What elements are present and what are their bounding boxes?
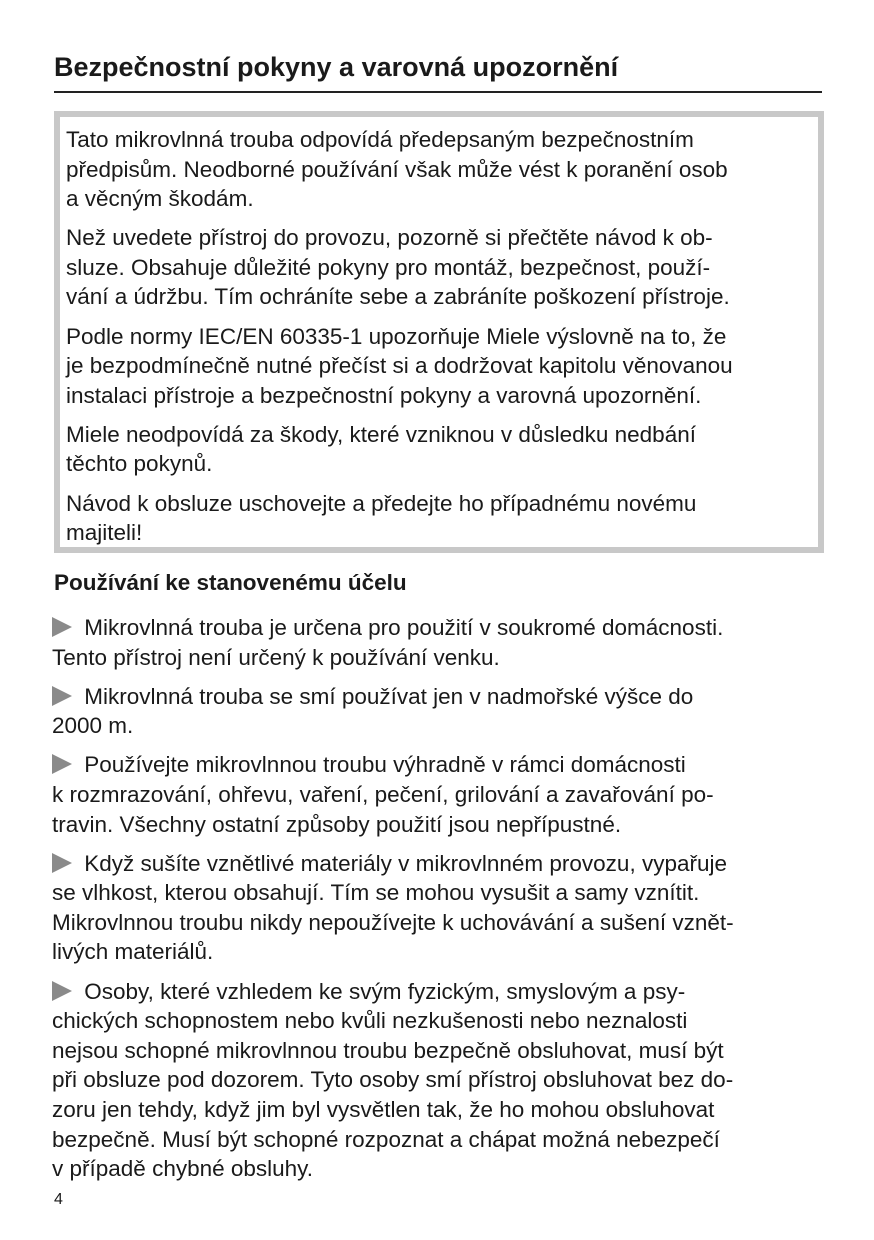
safety-notice-box — [54, 111, 824, 553]
text-line: instalaci přístroje a bezpečnostní pokyny a varovná upozornění. — [66, 382, 702, 408]
text-line: majiteli! — [66, 520, 143, 546]
text-line-content: Mikrovlnná trouba je určena pro použití v soukromé domácnosti. — [78, 615, 724, 640]
text-line: a věcným škodám. — [66, 186, 254, 212]
list-item — [52, 613, 832, 672]
section-heading: Používání ke stanovenému účelu — [54, 570, 407, 595]
text-line-content: livých materiálů. — [52, 939, 214, 965]
text-line-content: k rozmrazování, ohřevu, vaření, pečení, grilování a zavařování po- — [52, 781, 714, 807]
page-number: 4 — [54, 1191, 63, 1208]
bullet-triangle-icon — [52, 617, 72, 637]
text-line — [52, 1125, 832, 1155]
notice-paragraph — [66, 489, 818, 548]
notice-paragraph — [66, 223, 818, 312]
text-line: těchto pokynů. — [66, 451, 213, 477]
text-line — [52, 750, 832, 780]
text-line — [52, 643, 832, 673]
text-line-content: při obsluze pod dozorem. Tyto osoby smí přístroj obsluhovat bez do- — [52, 1067, 734, 1093]
text-line-content: nejsou schopné mikrovlnnou troubu bezpečně obsluhovat, musí být — [52, 1037, 724, 1063]
list-item — [52, 682, 832, 741]
text-line: je bezpodmínečně nutné přečíst si a dodržovat kapitolu věnovanou — [66, 353, 733, 379]
text-line-content: bezpečně. Musí být schopné rozpoznat a chápat možná nebezpečí — [52, 1126, 720, 1152]
text-line: Podle normy IEC/EN 60335-1 upozorňuje Miele výslovně na to, že — [66, 323, 727, 349]
text-line — [52, 1006, 832, 1036]
bullet-triangle-icon — [52, 754, 72, 774]
text-line — [52, 810, 832, 840]
text-line — [52, 780, 832, 810]
notice-paragraph — [66, 420, 818, 479]
text-line — [52, 711, 832, 741]
text-line: vání a údržbu. Tím ochráníte sebe a zabráníte poškození přístroje. — [66, 284, 730, 310]
text-line: předpisům. Neodborné používání však může vést k poranění osob — [66, 156, 728, 182]
notice-content — [60, 117, 818, 548]
page-title: Bezpečnostní pokyny a varovná upozornění — [54, 52, 619, 82]
text-line — [52, 1095, 832, 1125]
text-line — [52, 682, 832, 712]
text-line-content: se vlhkost, kterou obsahují. Tím se mohou vysušit a samy vznítit. — [52, 880, 700, 906]
text-line-content: travin. Všechny ostatní způsoby použití jsou nepřípustné. — [52, 811, 622, 837]
notice-paragraph — [66, 125, 818, 214]
usage-list — [52, 613, 832, 1193]
bullet-triangle-icon — [52, 853, 72, 873]
text-line-content: Používejte mikrovlnnou troubu výhradně v rámci domácnosti — [78, 752, 686, 778]
text-line-content: Mikrovlnná trouba se smí používat jen v nadmořské výšce do — [78, 683, 694, 709]
text-line: Návod k obsluze uschovejte a předejte ho případnému novému — [66, 490, 697, 516]
text-line — [52, 613, 832, 643]
text-line-content: 2000 m. — [52, 713, 134, 739]
text-line — [52, 878, 832, 908]
text-line — [52, 1154, 832, 1184]
text-line — [52, 1065, 832, 1095]
text-line — [52, 1036, 832, 1066]
bullet-triangle-icon — [52, 981, 72, 1001]
list-item — [52, 750, 832, 839]
text-line-content: v případě chybné obsluhy. — [52, 1156, 314, 1182]
text-line — [52, 849, 832, 879]
list-item — [52, 977, 832, 1184]
text-line — [52, 937, 832, 967]
text-line-content: Osoby, které vzhledem ke svým fyzickým, smyslovým a psy- — [78, 978, 686, 1004]
bullet-triangle-icon — [52, 686, 72, 706]
text-line: Tato mikrovlnná trouba odpovídá předepsaným bezpečnostním — [66, 127, 694, 152]
list-item — [52, 849, 832, 967]
title-divider — [54, 91, 822, 93]
text-line: Miele neodpovídá za škody, které vzniknou v důsledku nedbání — [66, 421, 696, 447]
text-line: Než uvedete přístroj do provozu, pozorně si přečtěte návod k ob- — [66, 225, 713, 251]
text-line-content: Tento přístroj není určený k používání venku. — [52, 644, 500, 670]
text-line-content: Když sušíte vznětlivé materiály v mikrovlnném provozu, vypařuje — [78, 850, 727, 876]
text-line — [52, 908, 832, 938]
text-line-content: Mikrovlnnou troubu nikdy nepoužívejte k uchovávání a sušení vznět- — [52, 909, 734, 935]
notice-paragraph — [66, 322, 818, 411]
text-line-content: zoru jen tehdy, když jim byl vysvětlen tak, že ho mohou obsluhovat — [52, 1096, 715, 1122]
text-line — [52, 977, 832, 1007]
text-line: sluze. Obsahuje důležité pokyny pro montáž, bezpečnost, použí- — [66, 254, 711, 280]
text-line-content: chických schopnostem nebo kvůli nezkušenosti nebo neznalosti — [52, 1008, 688, 1034]
